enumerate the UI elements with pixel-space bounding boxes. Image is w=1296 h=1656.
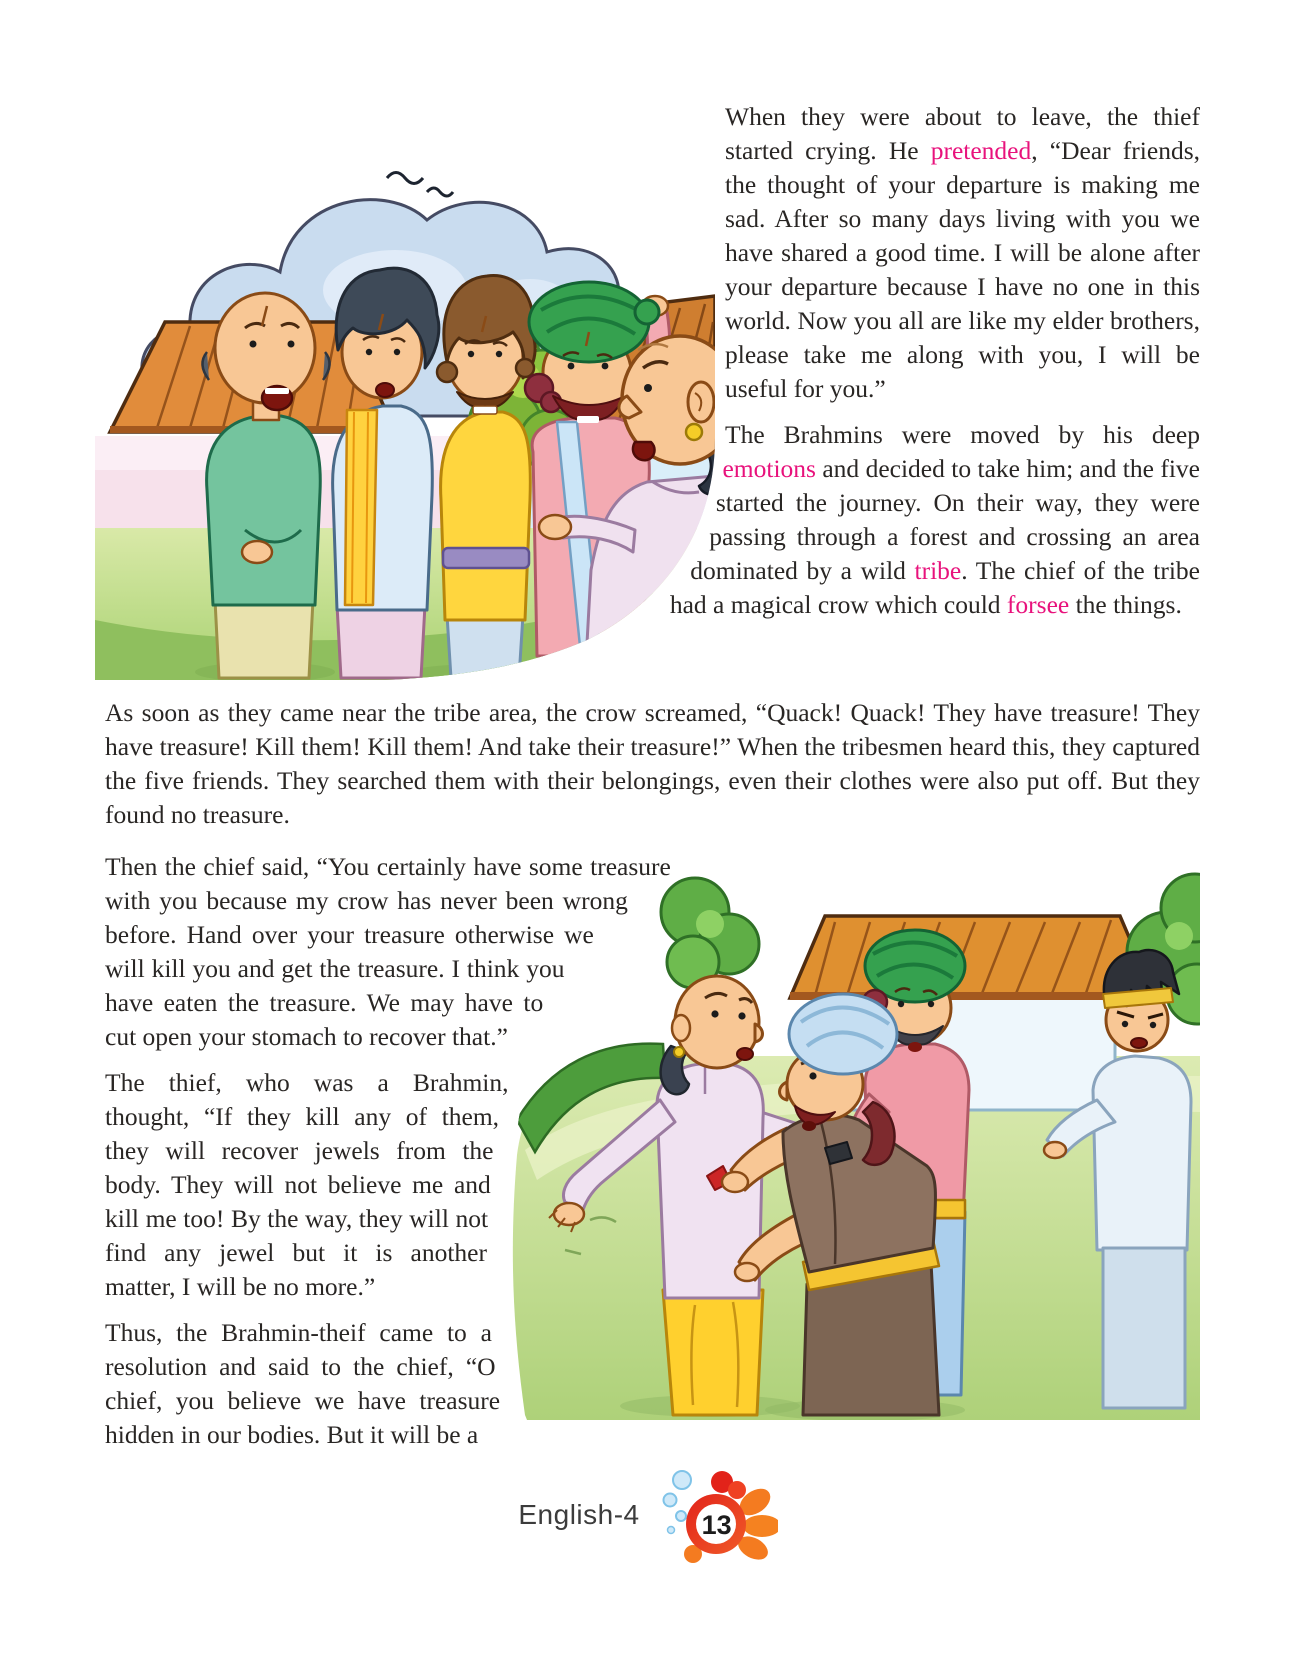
story-text: . The chief of the tribe had a magical crow which could bbox=[669, 556, 1200, 619]
book-title-label: English-4 bbox=[518, 1499, 640, 1530]
brahmin-3 bbox=[437, 276, 535, 678]
page-number: 13 bbox=[701, 1510, 732, 1540]
highlight-word: pretended bbox=[930, 136, 1032, 165]
story-text: , “Dear friends, the thought of your departure is making me sad. After so many days living with you we have shared a good time. I will be alone after your departure because I have no one in this world. Now you all are like my elder brothers, please take me along with you, I will be useful for you.” bbox=[725, 136, 1200, 403]
paragraph-3: As soon as they came near the tribe area, the crow screamed, “Quack! Quack! They have treasure! They have treasure! Kill them! Kill them! And take their treasure!” When the tribesmen heard this, they captured the five friends. They searched them with their belongings, even their clothes were also put off. But they found no treasure. bbox=[105, 698, 1200, 829]
publisher-fish-logo bbox=[652, 1466, 778, 1570]
story-text: The Brahmins were moved by his deep bbox=[725, 420, 1200, 449]
brahmin-2 bbox=[333, 268, 439, 678]
story-top-section bbox=[95, 0, 1200, 680]
page-footer bbox=[0, 1466, 1296, 1570]
story-bottom-section bbox=[105, 850, 1200, 1464]
illustration-tribesmen-capture bbox=[495, 850, 1200, 1420]
paragraph-4: Then the chief said, “You certainly have some treasure with you because my crow has never been wrong before. Hand over your treasure otherwise we will kill you and get the treasure. I think you have eaten the treasure. We may have to cut open your stomach to recover that.” bbox=[105, 852, 671, 1051]
brahmin-1 bbox=[202, 293, 329, 678]
gold-earring bbox=[686, 424, 702, 440]
story-text: the things. bbox=[1069, 590, 1182, 619]
birds bbox=[387, 173, 453, 197]
paragraph-6: Thus, the Brahmin-theif came to a resolution and said to the chief, “O chief, you believe we have treasure hidden in our bodies. But it will be a bbox=[105, 1318, 501, 1449]
scene2-svg bbox=[495, 850, 1200, 1420]
highlight-word: forsee bbox=[1006, 590, 1070, 619]
story-text: and decided to take him; and the five started the journey. On their way, they were passing through a forest and crossing an area dominated by a wild bbox=[690, 454, 1200, 585]
story-middle-section bbox=[105, 696, 1200, 832]
story-text: When they were about to leave, the thief started crying. He bbox=[725, 102, 1200, 165]
highlight-word: emotions bbox=[722, 454, 816, 483]
scene1-svg bbox=[95, 100, 715, 680]
paragraph-5: The thief, who was a Brahmin, thought, “If they kill any of them, they will recover jewels from the body. They will not believe me and kill me too! By the way, they will not find any jewel but it is another matter, I will be no more.” bbox=[105, 1068, 509, 1301]
illustration-brahmins-talk bbox=[95, 100, 715, 680]
highlight-word: tribe bbox=[914, 556, 962, 585]
